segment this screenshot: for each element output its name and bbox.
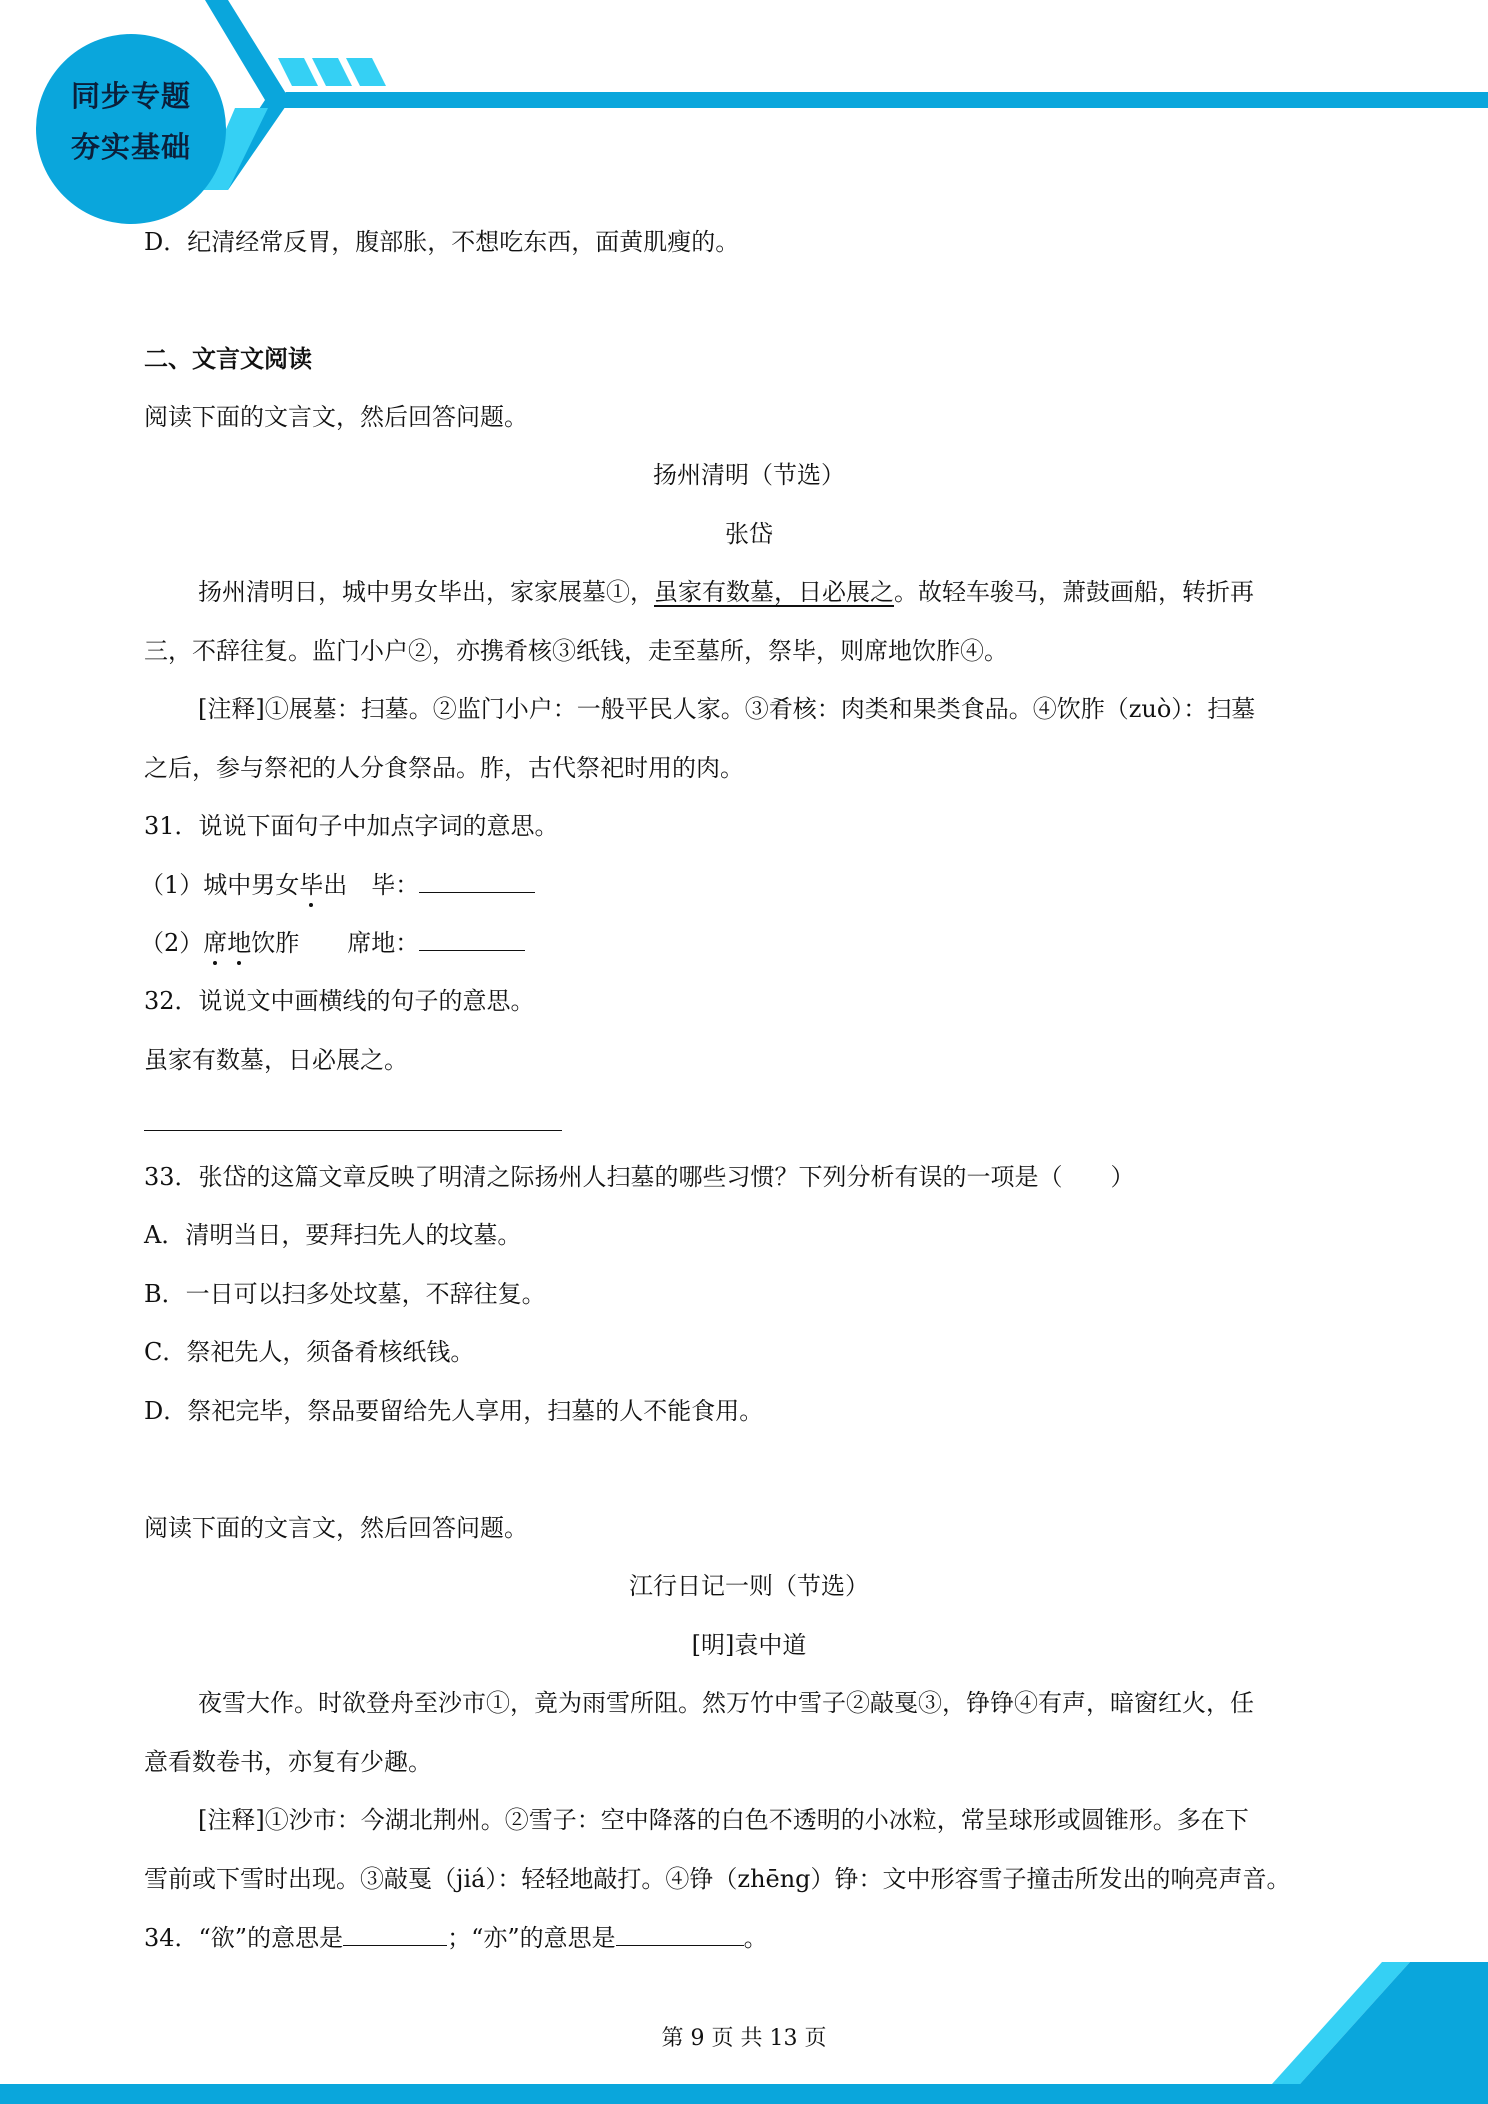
passage1-line2: 三，不辞往复。监门小户②，亦携肴核③纸钱，走至墓所，祭毕，则席地饮胙④。 — [144, 637, 1008, 665]
question-33-option-a: A．清明当日，要拜扫先人的坟墓。 — [144, 1221, 522, 1249]
page-header — [0, 0, 1488, 200]
footer-band — [0, 2084, 1488, 2104]
answer-blank-31-1[interactable] — [419, 868, 535, 893]
section3-intro: 阅读下面的文言文，然后回答问题。 — [144, 1514, 528, 1542]
question-33-option-b: B．一日可以扫多处坟墓，不辞往复。 — [144, 1280, 546, 1308]
q34-text-b: ；“亦”的意思是 — [447, 1924, 616, 1952]
page-number: 第 9 页 共 13 页 — [661, 2026, 827, 2051]
passage1-note-line2: 之后，参与祭祀的人分食祭品。胙，古代祭祀时用的肉。 — [144, 754, 744, 782]
prev-option-d: D．纪清经常反胃，腹部胀，不想吃东西，面黄肌瘦的。 — [144, 228, 740, 256]
answer-blank-34-2[interactable] — [616, 1921, 744, 1946]
question-32-sentence: 虽家有数墓，日必展之。 — [144, 1046, 408, 1074]
q31-1-text: （1）城中男女 — [140, 871, 300, 899]
answer-blank-31-2[interactable] — [419, 926, 525, 951]
passage2-author: [明]袁中道 — [691, 1631, 807, 1659]
q34-text-a: 34．“欲”的意思是 — [144, 1924, 344, 1952]
passage2-note-line2: 雪前或下雪时出现。③敲戛（jiá）：轻轻地敲打。④铮（zhēng）铮：文中形容雪子撞击所发出的响亮声音。 — [144, 1865, 1291, 1893]
dotted-char-bi: 毕 — [299, 871, 324, 899]
answer-line-32[interactable] — [144, 1130, 562, 1131]
question-33-option-d: D．祭祀完毕，祭品要留给先人享用，扫墓的人不能食用。 — [144, 1397, 764, 1425]
passage1-author: 张岱 — [725, 520, 773, 548]
passage1-line1 — [198, 576, 1254, 608]
header-slash-1 — [278, 58, 318, 86]
badge-line-2: 夯实基础 — [70, 130, 191, 164]
header-band — [270, 92, 1488, 108]
header-badge — [36, 34, 226, 224]
question-31-1 — [140, 868, 535, 901]
passage2-line2: 意看数卷书，亦复有少趣。 — [144, 1748, 432, 1776]
passage2-note-line1: [注释]①沙市：今湖北荆州。②雪子：空中降落的白色不透明的小冰粒，常呈球形或圆锥形。多在下 — [198, 1806, 1249, 1834]
header-slash-2 — [312, 58, 352, 86]
header-slash-3 — [346, 58, 386, 86]
question-31: 31．说说下面句子中加点字词的意思。 — [144, 812, 559, 840]
q31-1-label: 出 毕： — [323, 871, 420, 899]
badge-line-1: 同步专题 — [70, 79, 191, 113]
dotted-char-xi: 席 — [203, 929, 228, 957]
q34-text-c: 。 — [743, 1924, 768, 1952]
question-31-2 — [140, 926, 525, 959]
q31-2-prefix: （2） — [140, 929, 204, 957]
passage1-text-b: 。故轻车骏马，萧鼓画船，转折再 — [894, 578, 1254, 606]
passage2-line1: 夜雪大作。时欲登舟至沙市①，竟为雨雪所阻。然万竹中雪子②敲戛③，铮铮④有声，暗窗红火，任 — [198, 1689, 1254, 1717]
answer-blank-34-1[interactable] — [343, 1921, 447, 1946]
passage2-title: 江行日记一则（节选） — [629, 1572, 869, 1600]
question-33-option-c: C．祭祀先人，须备肴核纸钱。 — [144, 1338, 475, 1366]
underlined-sentence: 虽家有数墓，日必展之 — [654, 578, 894, 606]
passage1-title: 扬州清明（节选） — [653, 461, 845, 489]
section-heading: 二、文言文阅读 — [144, 345, 312, 373]
question-33: 33．张岱的这篇文章反映了明清之际扬州人扫墓的哪些习惯？下列分析有误的一项是（ ） — [144, 1163, 1135, 1191]
section2-intro: 阅读下面的文言文，然后回答问题。 — [144, 403, 528, 431]
question-32: 32．说说文中画横线的句子的意思。 — [144, 987, 535, 1015]
dotted-char-di: 地 — [227, 929, 252, 957]
passage1-note-line1: [注释]①展墓：扫墓。②监门小户：一般平民人家。③肴核：肉类和果类食品。④饮胙（zuò）：扫墓 — [198, 695, 1256, 723]
passage1-text-a: 扬州清明日，城中男女毕出，家家展墓①， — [198, 578, 654, 606]
q31-2-label: 饮胙 席地： — [251, 929, 420, 957]
